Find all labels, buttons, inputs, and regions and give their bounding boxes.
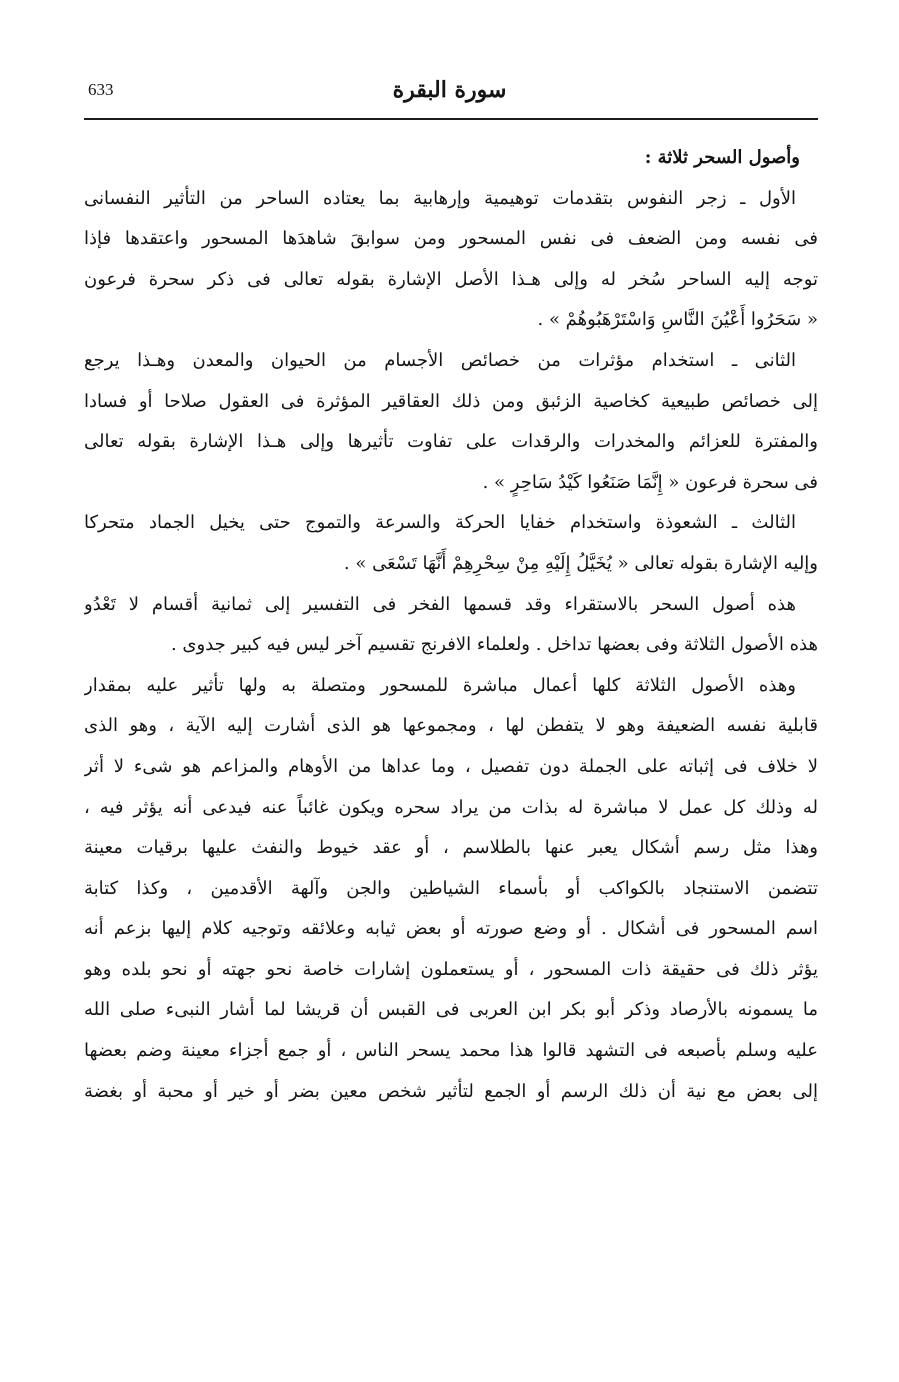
text-line: « سَحَرُوا أَعْيُنَ النَّاسِ وَاسْتَرْهَبُوهُمْ » . (537, 309, 818, 331)
text-line: هذه أصول السحر بالاستقراء وقد قسمها الفخر فى التفسير إلى ثمانية أقسام لا تَعْدُو (84, 593, 796, 615)
text-line: وإليه الإشارة بقوله تعالى « يُخَيَّلُ إِلَيْهِ مِنْ سِحْرِهِمْ أَنَّهَا تَسْعَى » . (343, 552, 818, 574)
text-line: إلى بعض مع نية أن ذلك الرسم أو الجمع لتأثير شخص معين بضر أو خير أو محبة أو بغضة (84, 1080, 818, 1102)
text-line: يؤثر ذلك فى حقيقة ذات المسحور ، أو يستعملون إشارات خاصة نحو جهته أو نحو بلده وهو (84, 958, 818, 980)
text-line: له وذلك كل عمل لا مباشرة له بذات من يراد سحره ويكون غائباً عنه فيدعى أنه يؤثر فيه ، (84, 796, 818, 818)
text-line: الأول ـ زجر النفوس بتقدمات توهيمية وإرهابية بما يعتاده الساحر من التأثير النفسانى (84, 187, 796, 209)
header-rule (84, 118, 818, 120)
text-line: لا خلاف فى إثباته على الجملة دون تفصيل ، وما عداها من الأوهام والمزاعم هو شىء لا أثر (84, 755, 818, 777)
text-line: والمفترة للعزائم والمخدرات والرقدات على تفاوت تأثيرها وإلى هـذا الإشارة بقوله تعالى (84, 431, 818, 453)
text-line: ما يسمونه بالأرصاد وذكر أبو بكر ابن العربى فى القبس أن قريشا لما أشار النبىء صلى الله (84, 999, 818, 1021)
text-line: وهذه الأصول الثلاثة كلها أعمال مباشرة للمسحور ومتصلة به ولها تأثير عليه بمقدار (84, 674, 796, 696)
text-line: هذه الأصول الثلاثة وفى بعضها تداخل . ولعلماء الافرنج تقسيم آخر ليس فيه كبير جدوى . (170, 634, 818, 656)
text-line: الثانى ـ استخدام مؤثرات من خصائص الأجسام من الحيوان والمعدن وهـذا يرجع (84, 349, 796, 371)
text-line: إلى خصائص طبيعية كخاصية الزئبق ومن ذلك العقاقير المؤثرة فى العقول صلاحا أو فسادا (84, 390, 818, 412)
text-line: الثالث ـ الشعوذة واستخدام خفايا الحركة والسرعة والتموج حتى يخيل الجماد متحركا (84, 512, 796, 534)
text-line: تتضمن الاستنجاد بالكواكب أو بأسماء الشياطين والجن وآلهة الأقدمين ، وكذا كتابة (84, 877, 818, 899)
text-line: اسم المسحور فى أشكال . أو وضع صورته أو بعض ثيابه وعلائقه وتوجيه كلام إليها بزعم أنه (84, 918, 818, 940)
text-line: فى سحرة فرعون « إِنَّمَا صَنَعُوا كَيْدُ سَاحِرٍ » . (482, 471, 818, 493)
text-line: وهذا مثل رسم أشكال يعبر عنها بالطلاسم ، أو عقد خيوط والنفث عليها برقيات معينة (84, 837, 818, 859)
text-line: توجه إليه الساحر سُخر له وإلى هـذا الأصل الإشارة بقوله تعالى فى ذكر سحرة فرعون (84, 268, 818, 290)
body-text (84, 138, 818, 1112)
text-line: قابلية نفسه الضعيفة وهو لا يتفطن لها ، ومجموعها هو الذى أشارت إليه الآية ، وهو الذى (84, 715, 818, 737)
page-number: 633 (88, 80, 114, 99)
running-title: سورة البقرة (392, 77, 507, 103)
text-line: فى نفسه ومن الضعف فى نفس المسحور ومن سوابقَ شاهدَها المسحور واعتقدها فإذا (84, 228, 818, 250)
text-line: عليه وسلم بأصبعه فى التشهد قالوا هذا محمد يسحر الناس ، أو جمع أجزاء معينة وضم بعضها (84, 1040, 818, 1062)
section-heading: وأصول السحر ثلاثة : (644, 147, 800, 168)
